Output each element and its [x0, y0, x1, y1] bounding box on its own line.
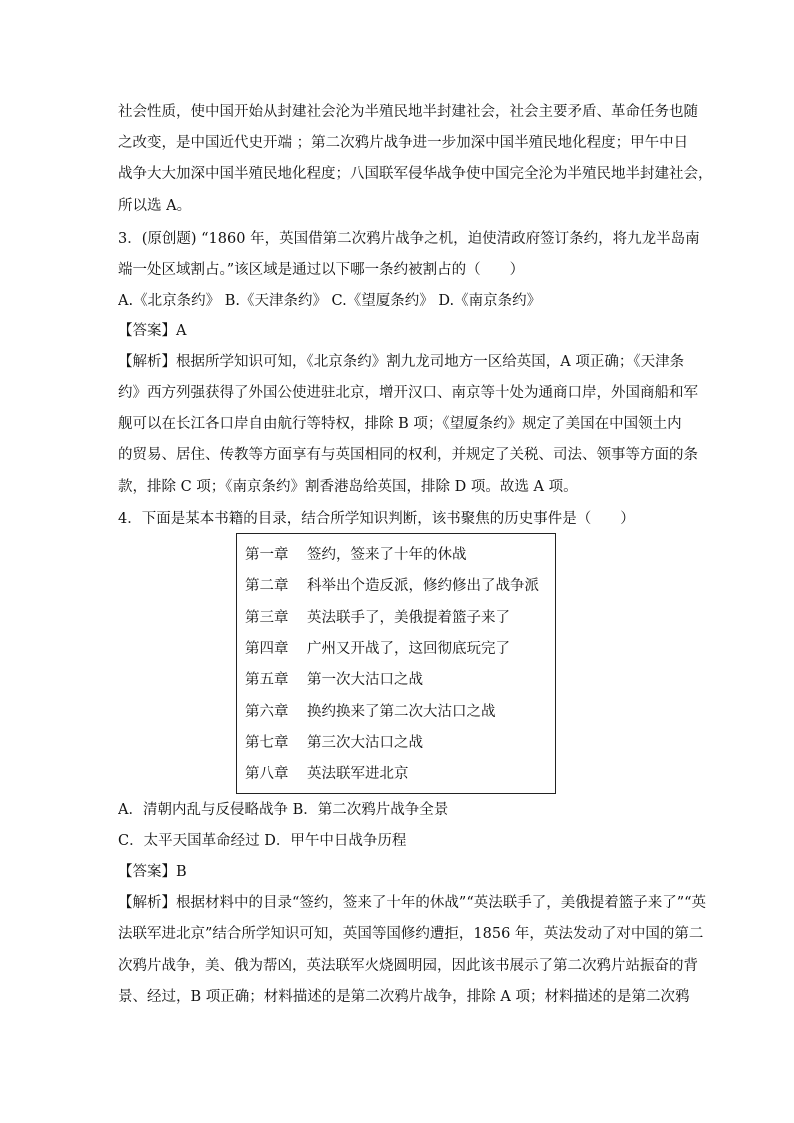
toc-row: [245, 764, 409, 784]
question-3-text: 端一处区域割占。”该区域是通过以下哪一条约被割占的（ ）: [118, 262, 525, 278]
toc-row: [245, 608, 510, 628]
toc-row: [245, 702, 496, 722]
analysis-text: 约》西方列强获得了外国公使进驻北京，增开汉口、南京等十处为通商口岸，外国商船和军: [118, 385, 698, 401]
answer-label: 【答案】A: [118, 323, 187, 339]
question-3-text: 3．(原创题) “1860 年，英国借第二次鸦片战争之机，迫使清政府签订条约，将九龙半岛南: [118, 231, 700, 247]
toc-title: 英法联军进北京: [307, 766, 409, 782]
analysis-text: 次鸦片战争，美、俄为帮凶，英法联军火烧圆明园，因此该书展示了第二次鸦片站振奋的背: [118, 958, 698, 974]
toc-chapter: 第五章: [245, 672, 289, 688]
analysis-text: 景、经过，B 项正确；材料描述的是第二次鸦片战争，排除 A 项；材料描述的是第二次鸦: [118, 989, 690, 1005]
toc-title: 第一次大沽口之战: [307, 672, 423, 688]
answer-label: 【答案】B: [118, 864, 187, 880]
toc-title: 英法联手了，美俄提着篮子来了: [307, 610, 510, 626]
toc-row: [245, 576, 539, 596]
toc-chapter: 第四章: [245, 641, 289, 657]
question-4-options: A．清朝内乱与反侵略战争 B．第二次鸦片战争全景: [118, 802, 449, 818]
toc-chapter: 第三章: [245, 610, 289, 626]
analysis-text: 法联军进北京”结合所学知识可知，英国等国修约遭拒，1856 年，英法发动了对中国的第二: [118, 926, 704, 942]
toc-title: 换约换来了第二次大沽口之战: [307, 704, 496, 720]
text-line: 社会性质，使中国开始从封建社会沦为半殖民地半封建社会，社会主要矛盾、革命任务也随: [118, 104, 698, 120]
analysis-text: 【解析】根据所学知识可知，《北京条约》割九龙司地方一区给英国，A 项正确；《天津条: [118, 354, 685, 370]
toc-chapter: 第八章: [245, 766, 289, 782]
analysis-text: 的贸易、居住、传教等方面享有与英国相同的权利，并规定了关税、司法、领事等方面的条: [118, 447, 698, 463]
toc-chapter: 第六章: [245, 704, 289, 720]
toc-title: 广州又开战了，这回彻底玩完了: [307, 641, 510, 657]
toc-row: [245, 670, 423, 690]
question-3-options: A.《北京条约》 B.《天津条约》 C.《望厦条约》 D.《南京条约》: [118, 293, 542, 309]
analysis-text: 【解析】根据材料中的目录“签约，签来了十年的休战”“英法联手了，美俄提着篮子来了”“英: [118, 895, 707, 911]
question-4-options: C．太平天国革命经过 D．甲午中日战争历程: [118, 833, 407, 849]
toc-row: [245, 639, 510, 659]
question-4-text: 4．下面是某本书籍的目录，结合所学知识判断，该书聚焦的历史事件是（ ）: [118, 511, 635, 527]
text-line: 战争大大加深中国半殖民地化程度；八国联军侵华战争使中国完全沦为半殖民地半封建社会，: [118, 166, 713, 182]
text-line: 所以选 A。: [118, 198, 192, 214]
toc-title: 签约，签来了十年的休战: [307, 547, 467, 563]
toc-title: 第三次大沽口之战: [307, 735, 423, 751]
toc-chapter: 第一章: [245, 547, 289, 563]
text-line: 之改变，是中国近代史开端 ；第二次鸦片战争进一步加深中国半殖民地化程度；甲午中日: [118, 135, 689, 151]
toc-row: [245, 545, 467, 565]
toc-row: [245, 733, 423, 753]
analysis-text: 款，排除 C 项；《南京条约》割香港岛给英国，排除 D 项。故选 A 项。: [118, 479, 578, 495]
toc-title: 科举出个造反派，修约修出了战争派: [307, 578, 539, 594]
toc-chapter: 第七章: [245, 735, 289, 751]
toc-chapter: 第二章: [245, 578, 289, 594]
table-of-contents-box: [236, 533, 556, 794]
analysis-text: 舰可以在长江各口岸自由航行等特权，排除 B 项；《望厦条约》规定了美国在中国领土内: [118, 416, 682, 432]
